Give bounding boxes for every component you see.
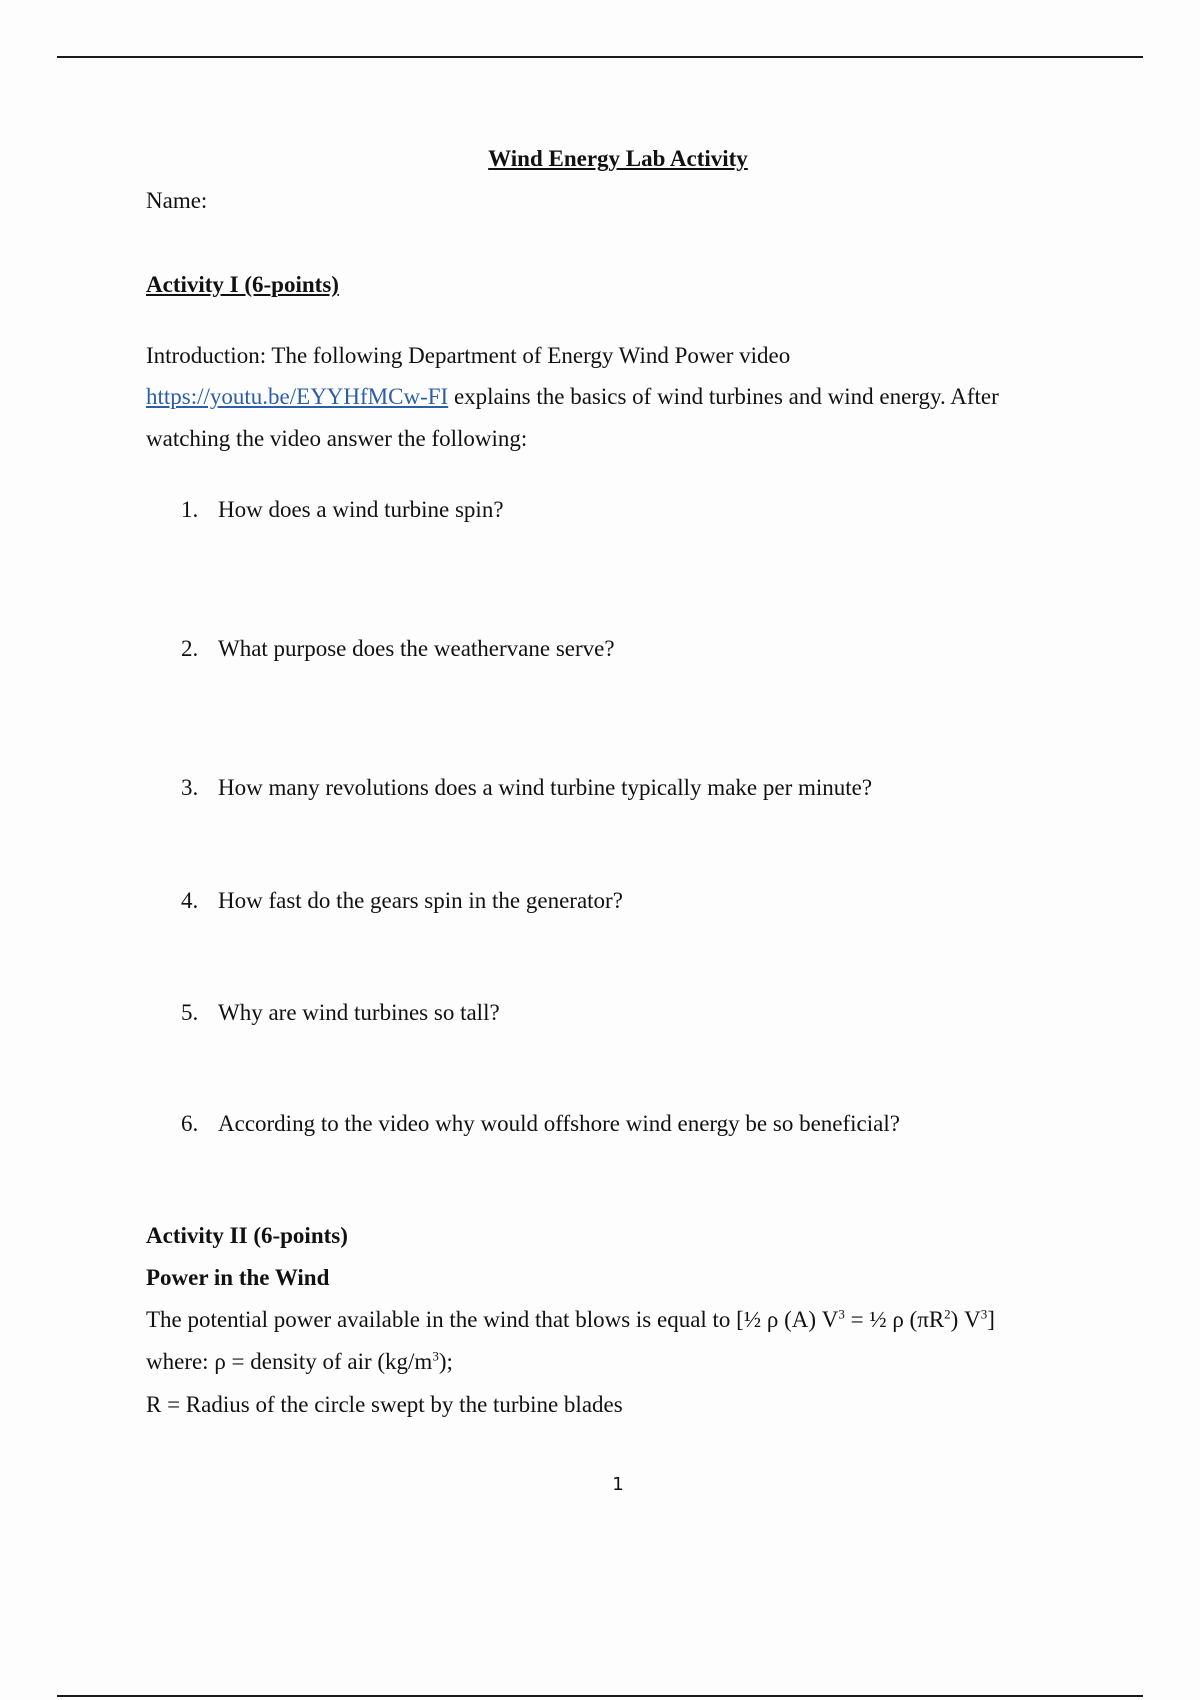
question-text: How fast do the gears spin in the generator? xyxy=(218,888,623,913)
power-formula-line xyxy=(146,1307,995,1333)
question-2 xyxy=(181,636,615,662)
activity-2-heading: Activity II (6-points) xyxy=(146,1223,348,1248)
intro-line-2-rest: explains the basics of wind turbines and wind energy. After xyxy=(448,384,999,409)
intro-line-3: watching the video answer the following: xyxy=(146,426,528,451)
question-text: How many revolutions does a wind turbine typically make per minute? xyxy=(218,775,873,800)
question-3 xyxy=(181,775,872,801)
document-title: Wind Energy Lab Activity xyxy=(488,146,748,171)
formula-middle-2: ) V xyxy=(950,1307,981,1332)
video-link[interactable]: https://youtu.be/EYYHfMCw-FI xyxy=(146,384,449,409)
question-text: How does a wind turbine spin? xyxy=(218,497,504,522)
formula-exponent: 2 xyxy=(944,1306,951,1322)
question-number: 2. xyxy=(181,636,199,661)
formula-exponent: 3 xyxy=(980,1306,988,1322)
question-4 xyxy=(181,888,623,914)
question-6 xyxy=(181,1111,900,1137)
formula-prefix: The potential power available in the wind that blows is equal to [½ ρ (A) V xyxy=(146,1307,839,1332)
question-number: 5. xyxy=(181,1000,199,1025)
footer-rule xyxy=(57,1695,1143,1697)
formula-middle: = ½ ρ (πR xyxy=(844,1307,945,1332)
formula-end: ] xyxy=(987,1307,995,1332)
question-text: What purpose does the weathervane serve? xyxy=(218,636,615,661)
power-in-wind-subheading: Power in the Wind xyxy=(146,1265,330,1290)
question-number: 3. xyxy=(181,775,199,800)
question-1 xyxy=(181,497,504,523)
intro-line-1: Introduction: The following Department of Energy Wind Power video xyxy=(146,343,791,368)
question-number: 4. xyxy=(181,888,199,913)
formula-exponent: 3 xyxy=(838,1306,845,1322)
density-exponent: 3 xyxy=(432,1348,439,1364)
question-number: 1. xyxy=(181,497,199,522)
question-number: 6. xyxy=(181,1111,199,1136)
header-rule xyxy=(57,56,1143,58)
density-end: ); xyxy=(438,1349,453,1374)
question-text: Why are wind turbines so tall? xyxy=(218,1000,500,1025)
question-text: According to the video why would offshore wind energy be so beneficial? xyxy=(218,1111,900,1136)
radius-definition: R = Radius of the circle swept by the turbine blades xyxy=(146,1392,623,1417)
density-text: where: ρ = density of air (kg/m xyxy=(146,1349,433,1374)
activity-1-heading: Activity I (6-points) xyxy=(146,272,339,297)
intro-line-2 xyxy=(146,384,999,410)
question-5 xyxy=(181,1000,500,1026)
page-number: 1 xyxy=(612,1474,624,1495)
name-label: Name: xyxy=(146,188,208,213)
density-definition xyxy=(146,1349,453,1375)
